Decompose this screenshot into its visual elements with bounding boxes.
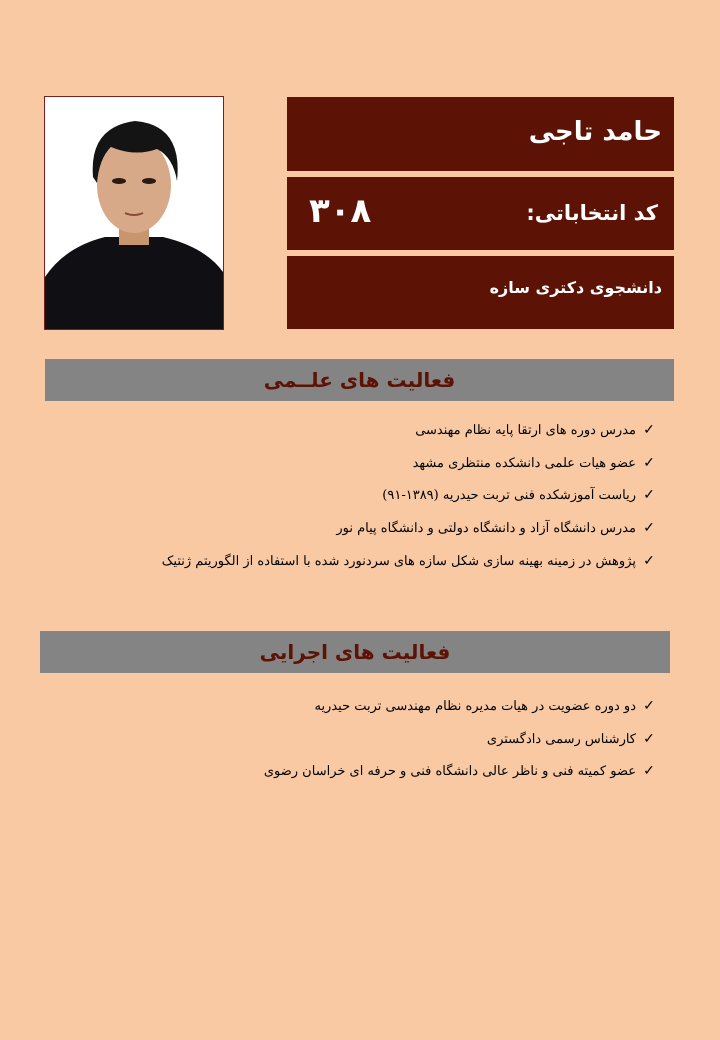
scientific-activities-header — [45, 359, 674, 401]
election-code-number: ۳۰۸ — [309, 191, 372, 231]
list-item: ✓مدرس دانشگاه آزاد و دانشگاه دولتی و دانشگاه پیام نور — [162, 516, 662, 549]
election-code-label: کد انتخاباتی: — [526, 201, 658, 225]
check-icon: ✓ — [643, 487, 655, 504]
check-icon: ✓ — [643, 552, 655, 569]
scientific-activities-list — [162, 418, 662, 581]
list-item: ✓دو دوره عضویت در هیات مدیره نظام مهندسی تربت حیدریه — [264, 694, 662, 727]
election-code-box — [287, 177, 674, 250]
list-item: ✓ریاست آموزشکده فنی تربت حیدریه (۱۳۸۹-۹۱) — [162, 483, 662, 516]
person-name: حامد تاجی — [528, 117, 662, 147]
degree-text: دانشجوی دکتری سازه — [489, 278, 662, 297]
check-icon: ✓ — [643, 763, 655, 780]
executive-activities-header — [40, 631, 670, 673]
profile-photo — [44, 96, 224, 330]
scientific-activities-title: فعالیت های علــمی — [263, 368, 456, 392]
check-icon: ✓ — [643, 520, 655, 537]
name-box — [287, 97, 674, 171]
executive-activities-list — [264, 694, 662, 792]
list-item: ✓عضو هیات علمی دانشکده منتظری مشهد — [162, 451, 662, 484]
list-item: ✓مدرس دوره های ارتقا پایه نظام مهندسی — [162, 418, 662, 451]
check-icon: ✓ — [643, 730, 655, 747]
list-item: ✓پژوهش در زمینه بهینه سازی شکل سازه های سردنورد شده با استفاده از الگوریتم ژنتیک — [162, 549, 662, 582]
check-icon: ✓ — [643, 422, 655, 438]
list-item: ✓عضو کمیته فنی و ناظر عالی دانشگاه فنی و حرفه ای خراسان رضوی — [264, 759, 662, 792]
degree-box — [287, 256, 674, 329]
check-icon: ✓ — [643, 698, 655, 714]
check-icon: ✓ — [643, 454, 655, 471]
executive-activities-title: فعالیت های اجرایی — [259, 640, 451, 664]
list-item: ✓کارشناس رسمی دادگستری — [264, 727, 662, 760]
